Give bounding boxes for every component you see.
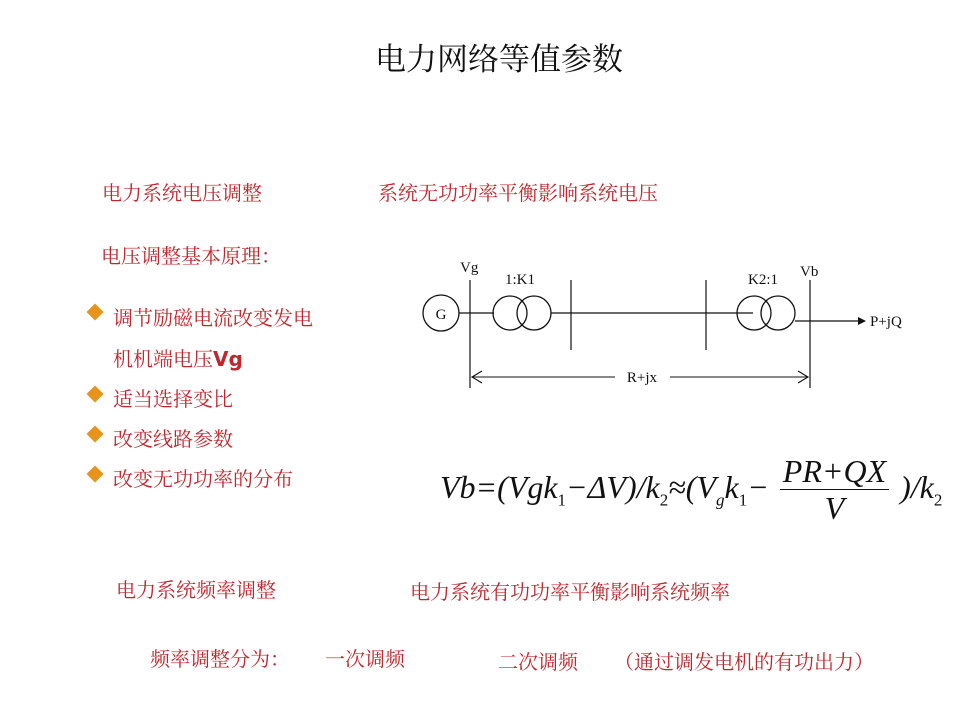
diamond-bullet-icon [87, 466, 104, 483]
ratio-1-label: 1:K1 [505, 272, 535, 288]
formula-mid: −ΔV)/k [566, 468, 660, 505]
voltage-principle: 电压调整基本原理： [101, 244, 281, 268]
load-arrow-icon [858, 317, 866, 325]
transformer-1-coil-b [517, 296, 551, 330]
secondary-regulation-note: （通过调发电机的有功出力） [614, 650, 874, 674]
formula-approx: ≈(V [668, 468, 716, 505]
bullet-item-1-text: 机机端电压 [113, 347, 213, 371]
voltage-heading: 电力系统电压调整 [102, 181, 262, 205]
primary-regulation: 一次调频 [325, 647, 405, 671]
transformer-2-coil-b [761, 296, 795, 330]
bullet-item-3: 改变线路参数 [113, 427, 233, 451]
load-label: P+jQ [870, 314, 902, 330]
formula-tail: )/k [900, 468, 934, 505]
bullet-item-1: 调节励磁电流改变发电 [113, 306, 313, 330]
diamond-bullet-icon [87, 304, 104, 321]
formula-sub-2b: 2 [933, 490, 943, 510]
formula-k: k [724, 468, 739, 505]
formula-lhs: Vb=(Vgk [440, 468, 558, 505]
diamond-bullet-icon [87, 426, 104, 443]
formula-fraction [780, 455, 889, 524]
frequency-description: 电力系统有功功率平衡影响系统频率 [410, 580, 730, 604]
formula-sub-2: 2 [659, 490, 669, 510]
formula-sub-1b: 1 [738, 490, 748, 510]
secondary-regulation: 二次调频 [498, 650, 578, 674]
formula-sub-g: g [715, 490, 725, 510]
voltage-description: 系统无功功率平衡影响系统电压 [378, 181, 658, 205]
voltage-formula [440, 455, 942, 524]
vb-bus-label: Vb [800, 264, 819, 280]
frequency-heading: 电力系统频率调整 [116, 578, 276, 602]
bullet-item-4: 改变无功功率的分布 [113, 467, 293, 491]
frequency-split-label: 频率调整分为： [150, 647, 290, 671]
circuit-diagram [410, 250, 902, 400]
formula-minus: − [747, 468, 769, 505]
diamond-bullet-icon [87, 386, 104, 403]
impedance-label: R+jx [626, 370, 658, 386]
formula-numerator: PR+QX [782, 453, 887, 489]
formula-sub-1: 1 [557, 490, 567, 510]
bullet-item-2: 适当选择变比 [113, 387, 233, 411]
bullet-item-1-continued [113, 343, 243, 372]
generator-label: G [435, 307, 447, 323]
formula-denominator: V [824, 490, 845, 526]
vg-label: Vg [213, 347, 243, 371]
ratio-2-label: K2:1 [748, 272, 778, 288]
vg-bus-label: Vg [460, 260, 479, 276]
page-title: 电力网络等值参数 [375, 42, 623, 78]
